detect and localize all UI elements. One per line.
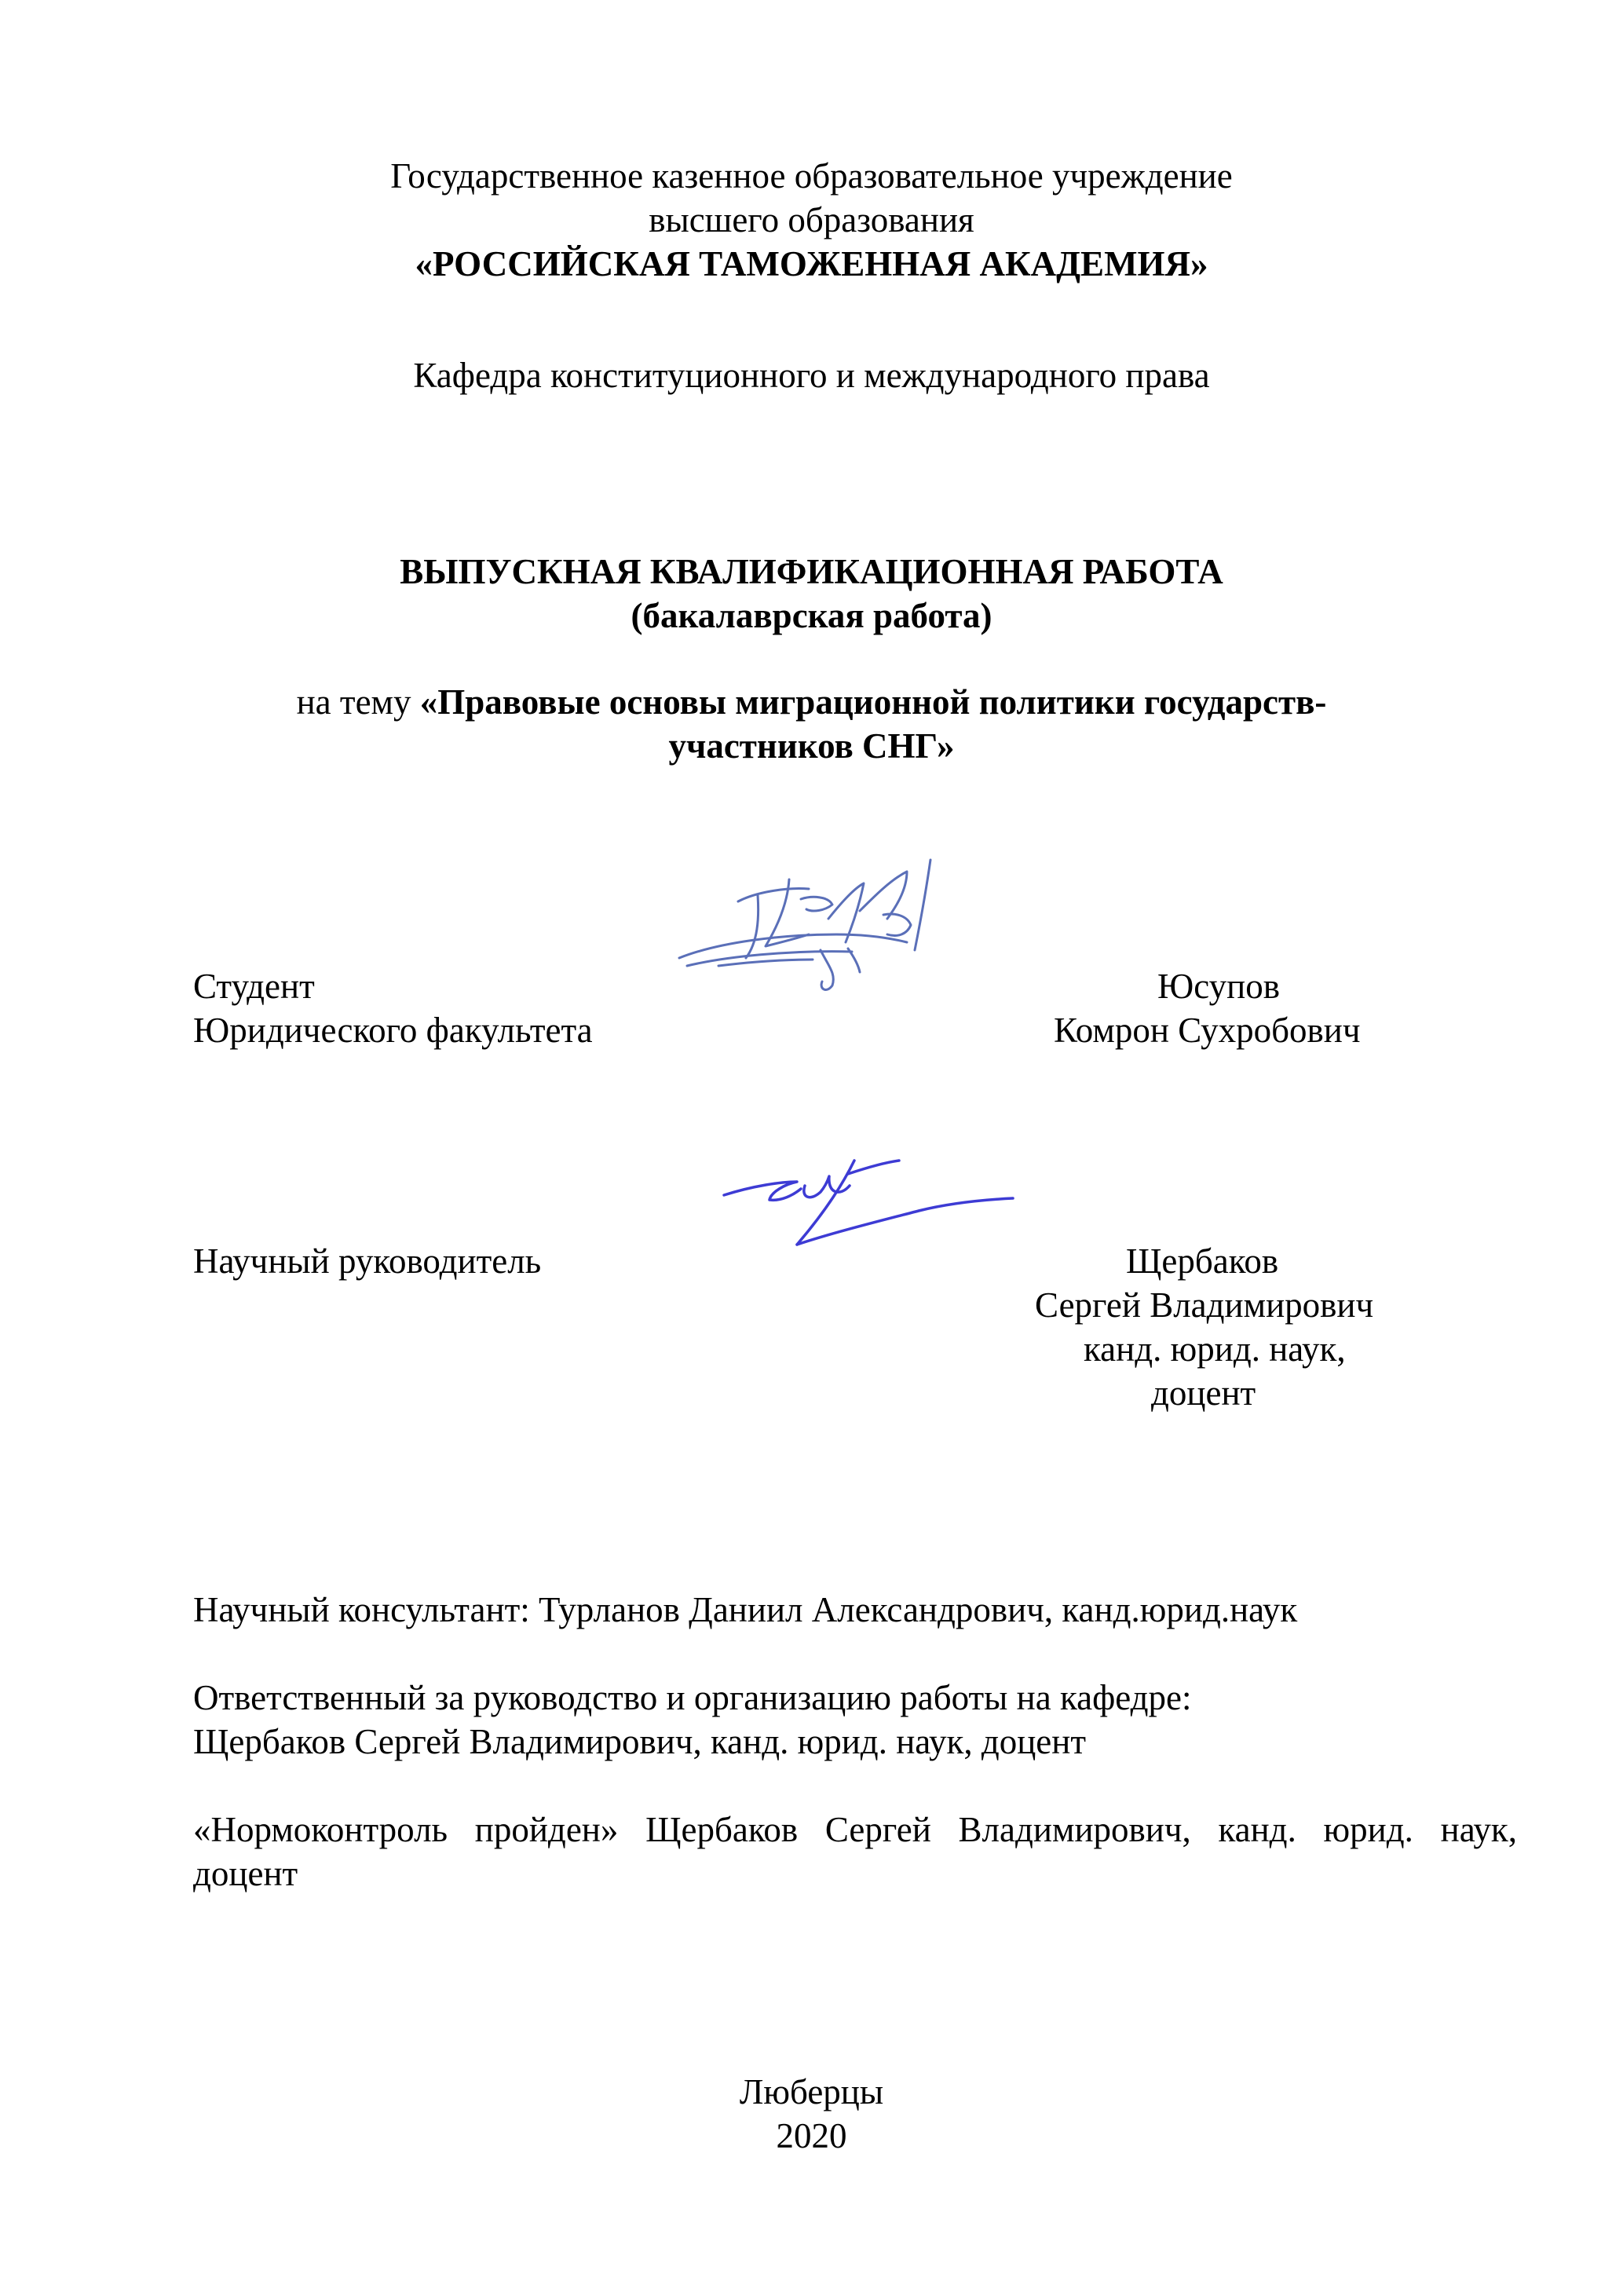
student-role-line2: Юридического факультета <box>193 1011 593 1050</box>
supervisor-title: доцент <box>1151 1373 1256 1413</box>
consultant-line: Научный консультант: Турланов Даниил Александрович, канд.юрид.наук <box>193 1590 1298 1629</box>
institution-name: «РОССИЙСКАЯ ТАМОЖЕННАЯ АКАДЕМИЯ» <box>415 244 1208 283</box>
work-subtype: (бакалаврская работа) <box>631 596 992 635</box>
footer-city: Люберцы <box>739 2072 884 2111</box>
department-name: Кафедра конституционного и международного права <box>413 356 1210 395</box>
work-type-title: ВЫПУСКНАЯ КВАЛИФИКАЦИОННАЯ РАБОТА <box>400 552 1223 591</box>
student-signature <box>671 856 970 997</box>
responsible-line2: Щербаков Сергей Владимирович, канд. юрид. наук, доцент <box>193 1722 1087 1761</box>
topic-prefix: на тему <box>296 682 420 722</box>
work-topic-line1 <box>0 680 1623 724</box>
student-surname: Юсупов <box>1157 967 1280 1006</box>
normcontrol-line1: «Нормоконтроль пройден» Щербаков Сергей Владимирович, канд. юрид. наук, <box>193 1810 1517 1849</box>
topic-title-part1: «Правовые основы миграционной политики государств- <box>419 682 1327 722</box>
supervisor-degree: канд. юрид. наук, <box>1084 1329 1346 1369</box>
supervisor-surname: Щербаков <box>1126 1241 1279 1281</box>
student-given-names: Комрон Сухробович <box>1054 1011 1361 1050</box>
normcontrol-line2: доцент <box>193 1854 298 1893</box>
supervisor-signature <box>722 1154 1021 1280</box>
supervisor-given-names: Сергей Владимирович <box>1035 1285 1374 1325</box>
footer-year: 2020 <box>776 2116 847 2155</box>
supervisor-role: Научный руководитель <box>193 1241 542 1281</box>
responsible-line1: Ответственный за руководство и организацию работы на кафедре: <box>193 1678 1192 1717</box>
student-role-line1: Студент <box>193 967 315 1006</box>
work-topic-line2: участников СНГ» <box>668 726 955 766</box>
institution-type-line2: высшего образования <box>649 200 974 239</box>
institution-type-line1: Государственное казенное образовательное учреждение <box>390 156 1233 196</box>
